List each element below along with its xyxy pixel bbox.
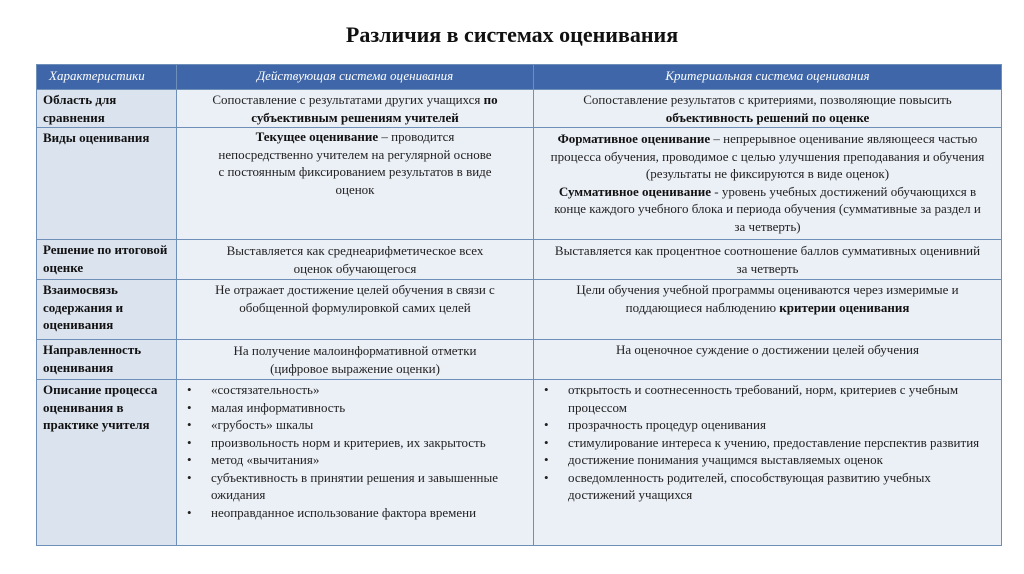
table-row <box>37 240 1002 280</box>
criteria-practice-list <box>540 381 995 504</box>
current-cell: На получение малоинформативной отметки (цифровое выражение оценки) <box>177 340 534 380</box>
table-row <box>37 380 1002 546</box>
row-label: Описание процесса оценивания в практике учителя <box>37 380 177 546</box>
list-item: • стимулирование интереса к учению, предоставление перспектив развития <box>540 434 995 452</box>
current-cell <box>177 380 534 546</box>
current-cell: Сопоставление с результатами других учащихся по субъективным решениям учителей <box>177 90 534 128</box>
criteria-cell: Сопоставление результатов с критериями, позволяющие повысить объективность решений по оценке <box>534 90 1002 128</box>
current-cell: Текущее оценивание – проводится непосредственно учителем на регулярной основе с постоянным фиксированием результатов в виде оценок <box>177 128 534 240</box>
comparison-table <box>36 64 1002 546</box>
table-row <box>37 280 1002 340</box>
criteria-cell <box>534 128 1002 240</box>
table-header-row <box>37 65 1002 90</box>
list-item: • «грубость» шкалы <box>183 416 527 434</box>
criteria-cell: Цели обучения учебной программы оцениваются через измеримые и поддающиеся наблюдению критерии оценивания <box>534 280 1002 340</box>
header-characteristics: Характеристики <box>37 65 177 90</box>
row-label: Решение по итоговой оценке <box>37 240 177 280</box>
list-item: • малая информативность <box>183 399 527 417</box>
row-label: Взаимосвязь содержания и оценивания <box>37 280 177 340</box>
list-item: • осведомленность родителей, способствующая развитию учебных достижений учащихся <box>540 469 995 504</box>
row-label: Область для сравнения <box>37 90 177 128</box>
list-item: • достижение понимания учащимся выставляемых оценок <box>540 451 995 469</box>
list-item: • «состязательность» <box>183 381 527 399</box>
header-criteria-system: Критериальная система оценивания <box>534 65 1002 90</box>
criteria-cell <box>534 380 1002 546</box>
summative-paragraph: Суммативное оценивание - уровень учебных достижений обучающихся в конце каждого учебного блока и периода обучения (суммативные за раздел и за четверть) <box>554 183 981 234</box>
current-cell: Не отражает достижение целей обучения в связи с обобщенной формулировкой самих целей <box>177 280 534 340</box>
table-row <box>37 340 1002 380</box>
formative-paragraph: Формативное оценивание – непрерывное оценивание являющееся частью процесса обучения, проводимое с целью улучшения преподавания и обучения (результаты не фиксируются в виде оценок) <box>550 131 985 181</box>
list-item: • прозрачность процедур оценивания <box>540 416 995 434</box>
row-label: Виды оценивания <box>37 128 177 240</box>
header-current-system: Действующая система оценивания <box>177 65 534 90</box>
list-item: • открытость и соотнесенность требований, норм, критериев с учебным процессом <box>540 381 995 416</box>
page-title: Различия в системах оценивания <box>345 22 679 47</box>
table-row <box>37 90 1002 128</box>
criteria-cell: Выставляется как процентное соотношение баллов суммативных оценивний за четверть <box>534 240 1002 280</box>
criteria-cell: На оценочное суждение о достижении целей обучения <box>534 340 1002 380</box>
list-item: • произвольность норм и критериев, их закрытость <box>183 434 527 452</box>
table-row <box>37 128 1002 240</box>
current-practice-list <box>183 381 527 521</box>
current-cell: Выставляется как среднеарифметическое всех оценок обучающегося <box>177 240 534 280</box>
list-item: • неоправданное использование фактора времени <box>183 504 527 522</box>
list-item: • субъективность в принятии решения и завышенные ожидания <box>183 469 527 504</box>
list-item: • метод «вычитания» <box>183 451 527 469</box>
row-label: Направленность оценивания <box>37 340 177 380</box>
